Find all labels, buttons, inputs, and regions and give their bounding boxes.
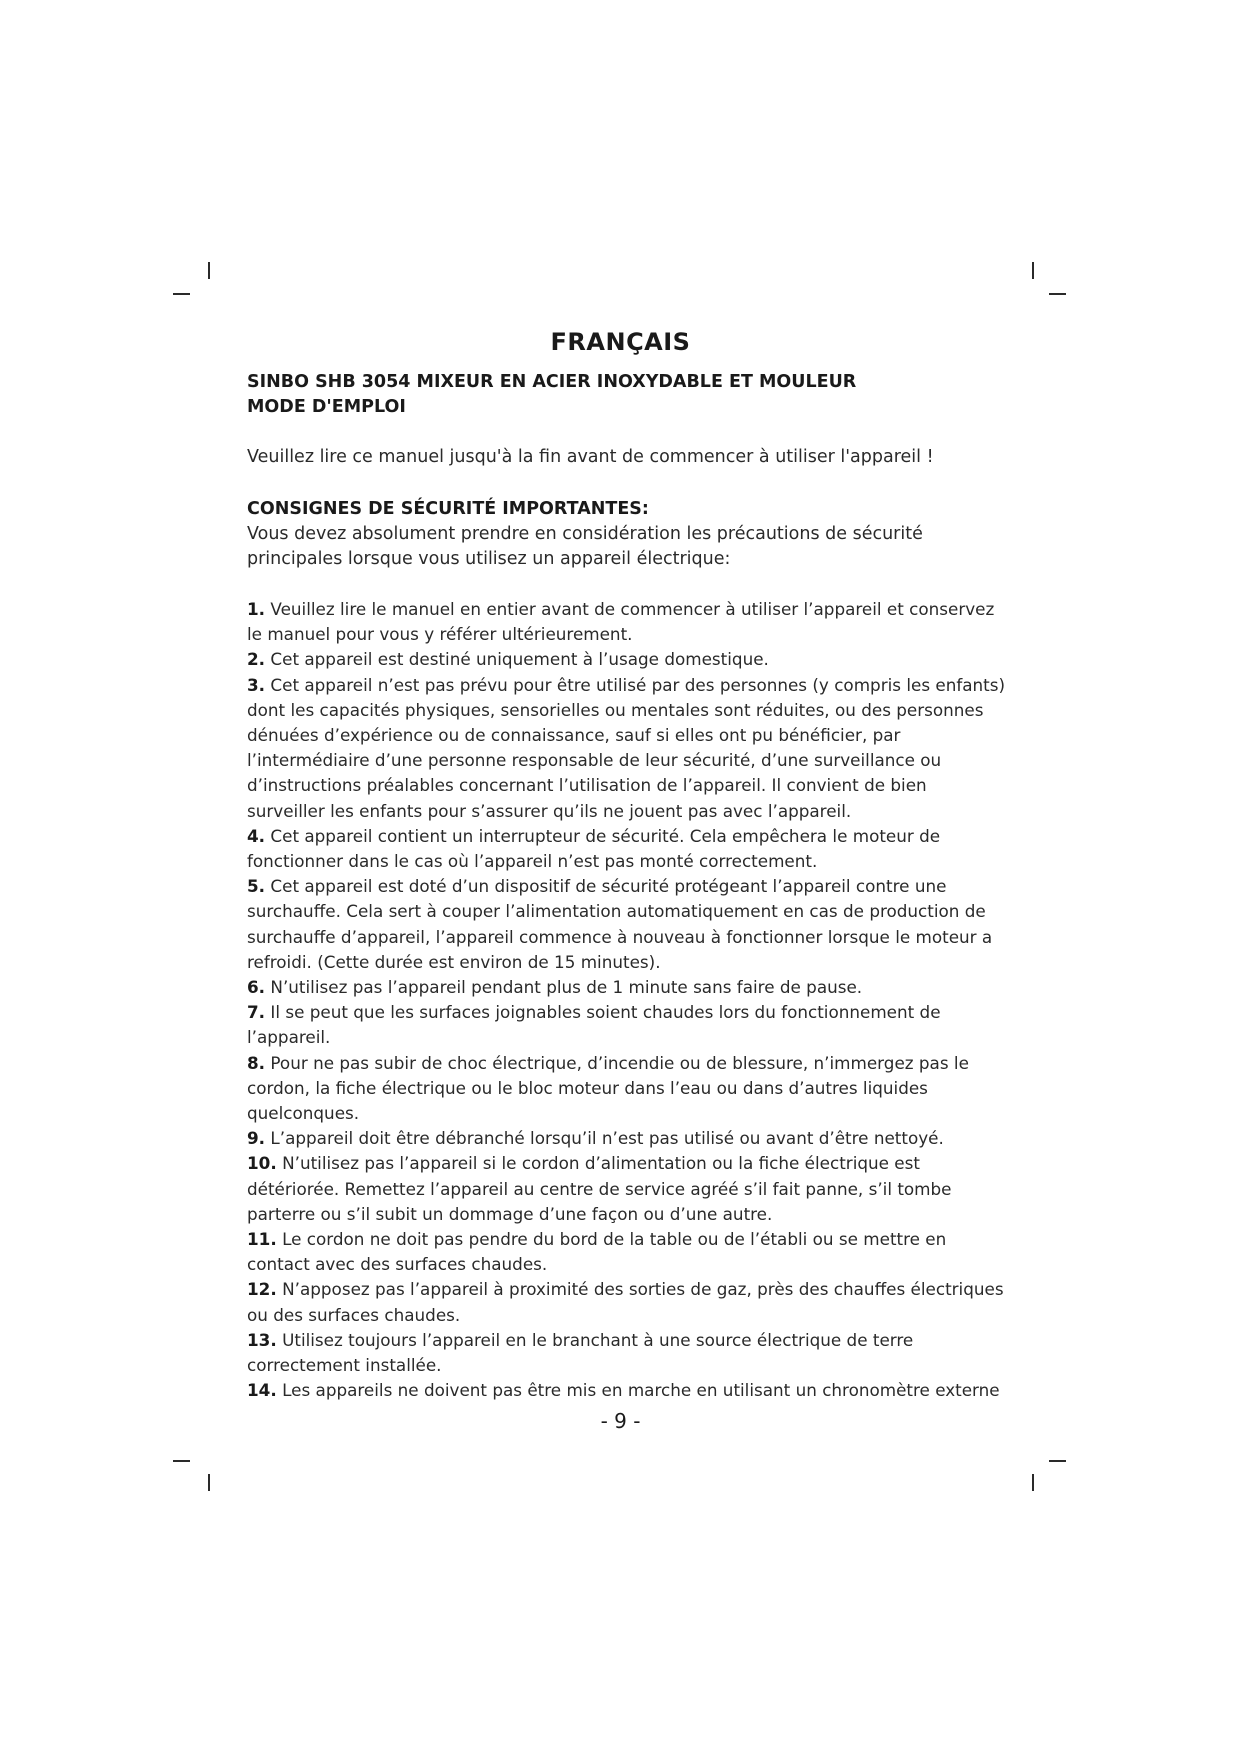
list-item [247, 1000, 1007, 1050]
item-number: 9. [247, 1128, 266, 1149]
item-number: 5. [247, 876, 266, 897]
item-text: Pour ne pas subir de choc électrique, d’incendie ou de blessure, n’immergez pas le cordon, la fiche électrique ou le bloc moteur dans l’eau ou dans d’autres liquides quelconques. [247, 1052, 969, 1124]
item-number: 3. [247, 674, 266, 695]
item-text: N’utilisez pas l’appareil pendant plus de 1 minute sans faire de pause. [270, 977, 863, 998]
crop-mark-bottom-right-vertical [1032, 1474, 1034, 1491]
item-number: 11. [247, 1229, 277, 1250]
item-number: 2. [247, 649, 266, 670]
safety-intro-paragraph: Vous devez absolument prendre en considération les précautions de sécurité principales lorsque vous utilisez un appareil électrique: [247, 524, 923, 569]
list-item [247, 673, 1007, 824]
crop-mark-top-left-vertical [208, 262, 210, 279]
list-item [247, 647, 1007, 672]
item-number: 4. [247, 825, 266, 846]
list-item [247, 1227, 1007, 1277]
item-number: 14. [247, 1380, 277, 1401]
item-number: 7. [247, 1002, 266, 1023]
product-title: SINBO SHB 3054 MIXEUR EN ACIER INOXYDABLE ET MOULEUR [247, 372, 857, 392]
crop-mark-bottom-right-horizontal [1049, 1460, 1066, 1462]
list-item [247, 1126, 1007, 1151]
list-item [247, 975, 1007, 1000]
page-title: FRANÇAIS [550, 328, 691, 356]
item-text: Cet appareil est doté d’un dispositif de sécurité protégeant l’appareil contre une surchauffe. Cela sert à couper l’alimentation automatiquement en cas de production de surchauffe d’appareil, l’appareil commence à nouveau à fonctionner lorsque le moteur a refroidi. (Cette durée est environ de 15 minutes). [247, 876, 993, 972]
item-number: 13. [247, 1329, 277, 1350]
item-text: Cet appareil contient un interrupteur de sécurité. Cela empêchera le moteur de fonctionner dans le cas où l’appareil n’est pas monté correctement. [247, 825, 941, 872]
list-item [247, 1051, 1007, 1127]
item-number: 10. [247, 1153, 277, 1174]
item-text: Veuillez lire le manuel en entier avant de commencer à utiliser l’appareil et conservez le manuel pour vous y référer ultérieurement. [247, 599, 995, 645]
safety-heading: CONSIGNES DE SÉCURITÉ IMPORTANTES: [247, 499, 649, 519]
crop-mark-top-right-vertical [1032, 262, 1034, 279]
item-text: Cet appareil est destiné uniquement à l’usage domestique. [270, 649, 769, 670]
product-header [247, 370, 1007, 420]
item-text: L’appareil doit être débranché lorsqu’il n’est pas utilisé ou avant d’être nettoyé. [270, 1128, 944, 1149]
list-item [247, 1277, 1007, 1327]
list-item [247, 1151, 1007, 1227]
safety-instructions-list [247, 597, 1007, 1404]
crop-mark-bottom-left-horizontal [173, 1460, 190, 1462]
item-text: Utilisez toujours l’appareil en le branchant à une source électrique de terre correctement installée. [247, 1329, 914, 1376]
manual-subtitle: MODE D'EMPLOI [247, 397, 406, 417]
item-text: Les appareils ne doivent pas être mis en marche en utilisant un chronomètre externe [282, 1380, 1000, 1401]
item-number: 12. [247, 1279, 277, 1300]
item-text: Il se peut que les surfaces joignables soient chaudes lors du fonctionnement de l’appareil. [247, 1002, 941, 1048]
crop-mark-top-left-horizontal [173, 293, 190, 295]
list-item [247, 874, 1007, 975]
list-item [247, 824, 1007, 874]
item-number: 6. [247, 977, 266, 998]
item-number: 8. [247, 1052, 266, 1073]
item-text: N’utilisez pas l’appareil si le cordon d’alimentation ou la fiche électrique est détériorée. Remettez l’appareil au centre de service agréé s’il fait panne, s’il tombe parterre ou s’il subit un dommage d’une façon ou d’une autre. [247, 1153, 952, 1224]
item-text: Le cordon ne doit pas pendre du bord de la table ou de l’établi ou se mettre en contact avec des surfaces chaudes. [247, 1229, 947, 1275]
item-text: N’apposez pas l’appareil à proximité des sorties de gaz, près des chauffes électriques ou des surfaces chaudes. [247, 1279, 1004, 1325]
crop-mark-bottom-left-vertical [208, 1474, 210, 1491]
page-number: - 9 - [600, 1409, 641, 1433]
list-item [247, 1328, 1007, 1378]
item-number: 1. [247, 599, 266, 619]
item-text: Cet appareil n’est pas prévu pour être utilisé par des personnes (y compris les enfants) dont les capacités physiques, sensorielles ou mentales sont réduites, ou des personnes dénuées d’expérience ou de connaissance, sauf si elles ont pu bénéficier, par l’intermédiaire d’une personne responsable de leur sécurité, d’une surveillance ou d’instructions préalables concernant l’utilisation de l’appareil. Il convient de bien surveiller les enfants pour s’assurer qu’ils ne jouent pas avec l’appareil. [247, 674, 1006, 821]
list-item [247, 1378, 1007, 1403]
list-item [247, 597, 1007, 647]
intro-paragraph: Veuillez lire ce manuel jusqu'à la fin avant de commencer à utiliser l'appareil ! [247, 447, 934, 467]
crop-mark-top-right-horizontal [1049, 293, 1066, 295]
